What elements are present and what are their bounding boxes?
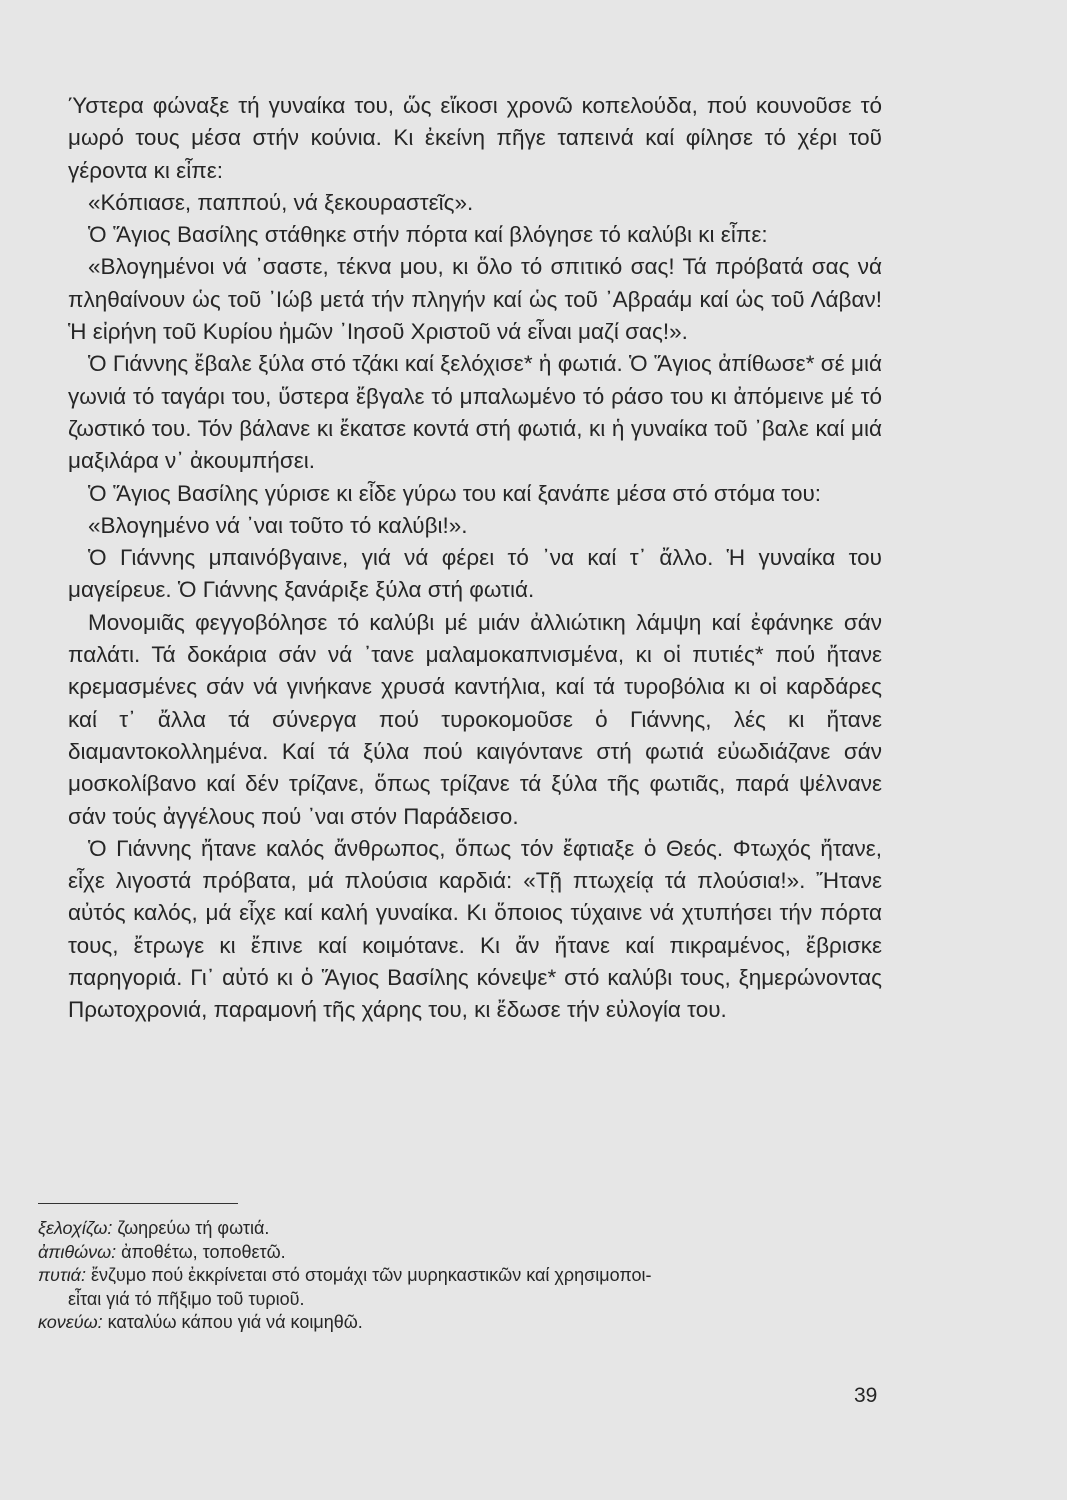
paragraph: Ὁ Γιάννης ἤτανε καλός ἄνθρωπος, ὅπως τόν ἔφτιαξε ὁ Θεός. Φτωχός ἤτανε, εἶχε λιγοστά πρόβατα, μά πλούσια καρδιά: «Τῇ πτωχείᾳ τά πλούσια!». Ἤτανε αὐτός καλός, μά εἶχε καί καλή γυναίκα. Κι ὅποιος τύχαινε νά χτυπήσει τήν πόρτα τους, ἔτρωγε κι ἔπινε καί κοιμότανε. Κι ἄν ἤτανε καί πικραμένος, ἔβρισκε παρηγοριά. Γι᾽ αὐτό κι ὁ Ἅγιος Βασίλης κόνεψε* στό καλύβι τους, ξημερώνοντας Πρωτοχρονιά, παραμονή τῆς χάρης του, κι ἔδωσε τήν εὐλογία του. <box>68 835 882 1023</box>
footnote-divider <box>38 1203 238 1204</box>
paragraph: Ὁ Γιάννης ἔβαλε ξύλα στό τζάκι καί ξελόχισε* ἡ φωτιά. Ὁ Ἅγιος ἀπίθωσε* σέ μιά γωνιά τό ταγάρι του, ὕστερα ἔβγαλε τό μπαλωμένο τό ράσο του κι ἀπόμεινε μέ τό ζωστικό του. Τόν βάλανε κι ἔκατσε κοντά στή φωτιά, κι ἡ γυναίκα τοῦ ᾽βαλε καί μιά μαξιλάρα ν᾽ ἀκουμπήσει. <box>68 351 882 474</box>
footnote-continuation: εἶται γιά τό πῆξιμο τοῦ τυριοῦ. <box>68 1288 305 1309</box>
footnotes <box>38 1217 898 1335</box>
paragraph: Ὁ Ἅγιος Βασίλης στάθηκε στήν πόρτα καί βλόγησε τό καλύβι κι εἶπε: <box>88 222 768 248</box>
footnote <box>38 1311 898 1335</box>
footnote-term: ξελοχίζω: <box>38 1218 113 1238</box>
footnote-term: ἀπιθώνω: <box>38 1241 117 1262</box>
footnote-term: κονεύω: <box>38 1312 103 1332</box>
body-text <box>68 90 882 1027</box>
paragraph: Ὁ Γιάννης μπαινόβγαινε, γιά νά φέρει τό ᾽να καί τ᾽ ἄλλο. Ἡ γυναίκα του μαγείρευε. Ὁ Γιάννης ξανάριξε ξύλα στή φωτιά. <box>68 545 882 603</box>
page-number: 39 <box>854 1384 878 1407</box>
footnote <box>38 1217 898 1241</box>
footnote-definition: ἔνζυμο πού ἐκκρίνεται στό στομάχι τῶν μυρηκαστικῶν καί χρησιμοποι- <box>85 1265 652 1285</box>
paragraph: «Βλογημένοι νά ᾽σαστε, τέκνα μου, κι ὅλο τό σπιτικό σας! Τά πρόβατά σας νά πληθαίνουν ὡς τοῦ ᾽Ιώβ μετά τήν πληγήν καί ὡς τοῦ ᾽Αβραάμ καί ὡς τοῦ Λάβαν! Ἡ εἰρήνη τοῦ Κυρίου ἡμῶν ᾽Ιησοῦ Χριστοῦ νά εἶναι μαζί σας!». <box>68 254 882 345</box>
paragraph: Μονομιᾶς φεγγοβόλησε τό καλύβι μέ μιάν ἀλλιώτικη λάμψη καί ἐφάνηκε σάν παλάτι. Τά δοκάρια σάν νά ᾽τανε μαλαμοκαπνισμένα, κι οἱ πυτιές* πού ἤτανε κρεμασμένες σάν νά γινήκανε χρυσά καντήλια, καί τά τυροβόλια κι οἱ καρδάρες καί τ᾽ ἄλλα τά σύνεργα πού τυροκομοῦσε ὁ Γιάννης, λές κι ἤτανε διαμαντοκολλημένα. Καί τά ξύλα πού καιγόντανε στή φωτιά εὐωδιάζανε σάν μοσκολίβανο καί δέν τρίζανε, ὅπως τρίζανε τά ξύλα τῆς φωτιᾶς, παρά ψέλνανε σάν τούς ἀγγέλους πού ᾽ναι στόν Παράδεισο. <box>68 609 882 829</box>
paragraph: «Κόπιασε, παππού, νά ξεκουραστεῖς». <box>88 189 474 215</box>
footnote-definition: καταλύω κάπου γιά νά κοιμηθῶ. <box>102 1312 363 1332</box>
paragraph: Ὁ Ἅγιος Βασίλης γύρισε κι εἶδε γύρω του καί ξανάπε μέσα στό στόμα του: <box>88 480 822 506</box>
footnote-definition: ζωηρεύω τή φωτιά. <box>112 1218 270 1238</box>
paragraph: Ύστερα φώναξε τή γυναίκα του, ὥς εἴκοσι χρονῶ κοπελούδα, πού κουνοῦσε τό μωρό τους μέσα στήν κούνια. Κι ἐκείνη πῆγε ταπεινά καί φίλησε τό χέρι τοῦ γέροντα κι εἶπε: <box>68 93 882 183</box>
footnote-term: πυτιά: <box>38 1265 86 1285</box>
paragraph: «Βλογημένο νά ᾽ναι τοῦτο τό καλύβι!». <box>88 512 468 538</box>
footnote <box>38 1264 898 1288</box>
footnote-definition: ἀποθέτω, τοποθετῶ. <box>116 1241 286 1262</box>
footnote <box>38 1241 898 1265</box>
